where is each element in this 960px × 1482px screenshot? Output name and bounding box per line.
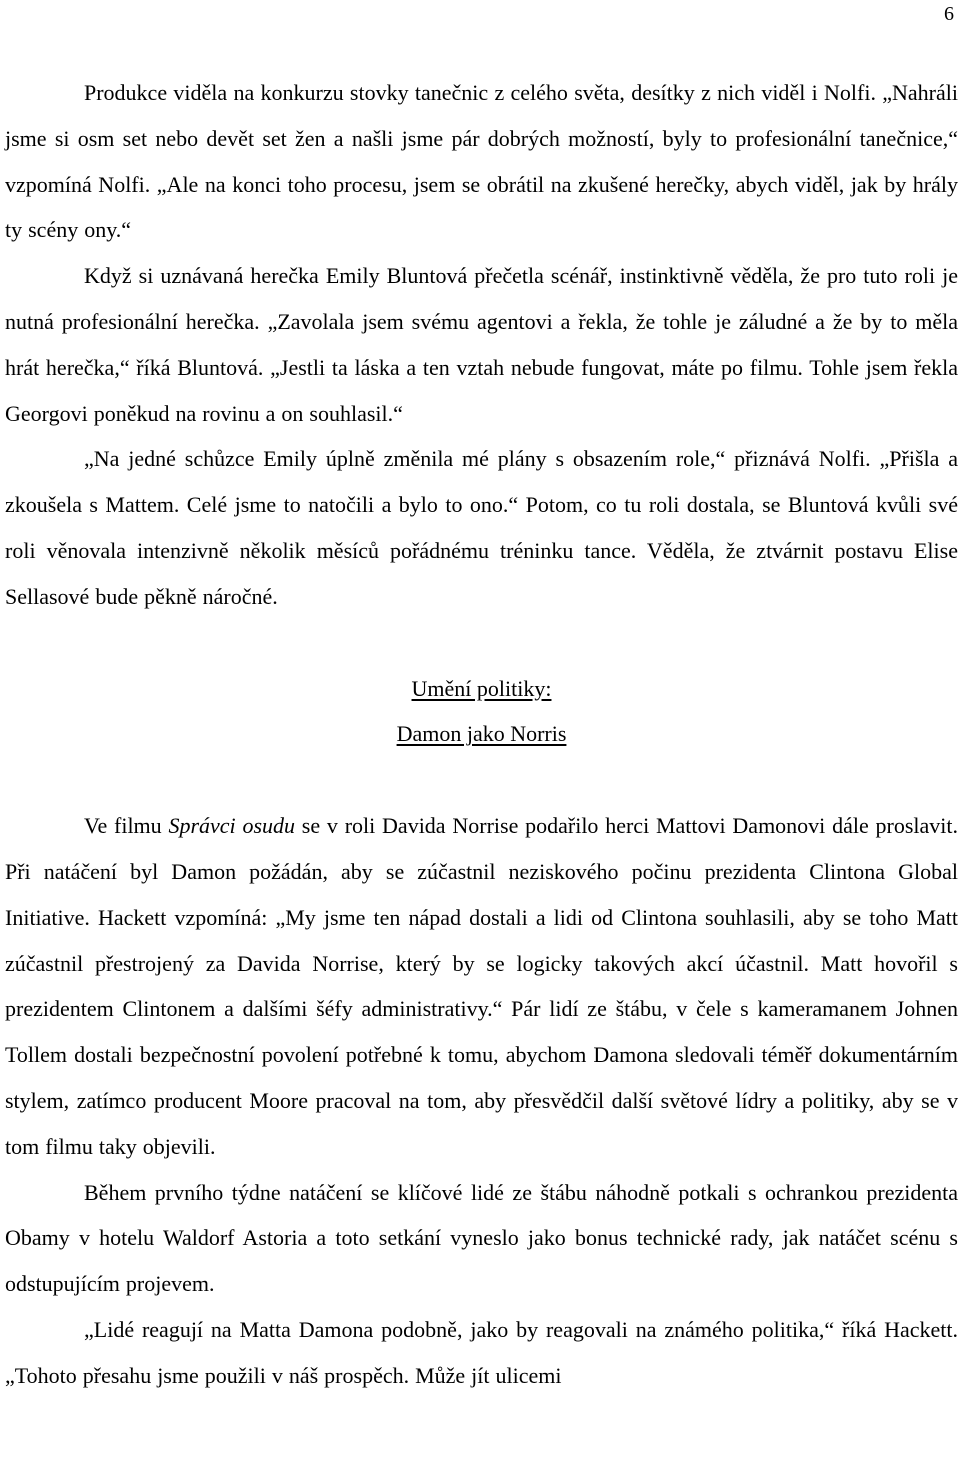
paragraph-2: Když si uznávaná herečka Emily Bluntová přečetla scénář, instinktivně věděla, že pro tuto roli je nutná profesionální herečka. „Zavolala jsem svému agentovi a řekla, že tohle je záludné a že by to měla hrát herečka,“ říká Bluntová. „Jestli ta láska a ten vztah nebude fungovat, máte po filmu. Tohle jsem řekla Georgovi poněkud na rovinu a on souhlasil.“ [5, 263, 958, 426]
paragraph-1: Produkce viděla na konkurzu stovky tanečnic z celého světa, desítky z nich viděl i Nolfi. „Nahráli jsme si osm set nebo devět set žen a našli jsme pár dobrých možností, byly to profesionální tanečnice,“ vzpomíná Nolfi. „Ale na konci toho procesu, jsem se obrátil na zkušené herečky, abych viděl, jak by hrály ty scény ony.“ [5, 80, 958, 243]
paragraph-4 [5, 803, 958, 1169]
section-heading-line1: Umění politiky: [411, 675, 552, 701]
film-title: Správci osudu [168, 813, 296, 839]
page-number: 6 [944, 3, 954, 25]
paragraph-6: „Lidé reagují na Matta Damona podobně, jako by reagovali na známého politika,“ říká Hackett. „Tohoto přesahu jsme použili v náš prospěch. Může jít ulicemi [5, 1316, 958, 1388]
section-spacer [5, 620, 958, 666]
paragraph-4-lead: Ve filmu [84, 813, 169, 839]
paragraph-4-rest: se v roli Davida Norrise podařilo herci Mattovi Damonovi dále proslavit. Při natáčení byl Damon požádán, aby se zúčastnil neziskového počinu prezidenta Clintona Global Initiative. Hackett vzpomíná: „My jsme ten nápad dostali a lidi od Clintona souhlasili, aby se toho Matt zúčastnil přestrojený za Davida Norrise, který by se logicky takových akcí účastnil. Matt hovořil s prezidentem Clintonem a dalšími šéfy administrativy.“ Pár lidí ze štábu, v čele s kameramanem Johnen Tollem dostali bezpečnostní povolení potřebné k tomu, abychom Damona sledovali téměř dokumentárním stylem, zatímco producent Moore pracoval na tom, aby přesvědčil další světové lídry a politiky, aby se v tom filmu taky objevili. [5, 813, 958, 1159]
paragraph-5: Během prvního týdne natáčení se klíčové lidé ze štábu náhodně potkali s ochrankou prezidenta Obamy v hotelu Waldorf Astoria a toto setkání vyneslo jako bonus technické rady, jak natáčet scénu s odstupujícím projevem. [5, 1179, 958, 1297]
paragraph-3: „Na jedné schůzce Emily úplně změnila mé plány s obsazením role,“ přiznává Nolfi. „Přišla a zkoušela s Mattem. Celé jsme to natočili a bylo to ono.“ Potom, co tu roli dostala, se Bluntová kvůli své roli věnovala intenzivně několik měsíců pořádnému tréninku tance. Věděla, že ztvárnit postavu Elise Sellasové bude pěkně náročné. [5, 446, 958, 609]
section-heading-line2: Damon jako Norris [396, 721, 567, 747]
section-spacer [5, 757, 958, 803]
document-page [5, 70, 958, 1399]
